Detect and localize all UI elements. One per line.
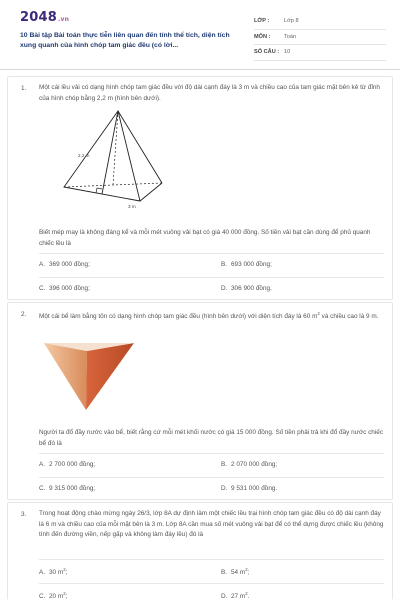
question-number: 1. — [21, 85, 27, 92]
option-letter: D. — [221, 285, 228, 292]
option-b[interactable] — [221, 461, 277, 468]
option-value: 27 m — [231, 593, 246, 601]
option-a[interactable] — [39, 567, 67, 576]
option-letter: D. — [221, 485, 228, 492]
meta-value: 10 — [284, 49, 291, 56]
base-edge-label: 3 m — [128, 204, 136, 209]
option-letter: A. — [39, 461, 46, 468]
option-b[interactable] — [221, 261, 272, 268]
question-text-a: Một cái bể làm bằng tôn có dạng hình chóp tam giác đều (hình bên dưới) với diện tích đáy là 60 — [39, 313, 311, 321]
area-unit: m — [312, 313, 318, 321]
site-logo[interactable] — [20, 10, 69, 25]
question-card-1 — [7, 76, 393, 300]
option-end: . — [247, 593, 250, 601]
option-text: 369 000 đồng; — [49, 261, 90, 268]
option-text: 2 070 000 đồng; — [231, 461, 278, 468]
option-value: 20 m — [49, 593, 64, 601]
option-c[interactable] — [39, 285, 90, 292]
option-d[interactable] — [221, 485, 277, 492]
option-exponent: 2 — [245, 591, 248, 596]
option-c[interactable] — [39, 591, 67, 600]
option-text: 693 000 đồng; — [231, 261, 272, 268]
option-value: 30 m — [49, 569, 64, 577]
document-title: 10 Bài tập Bài toán thực tiễn liên quan đến tính thể tích, diện tích xung quanh của hình chóp tam giác đều (có lời... — [20, 32, 230, 49]
tank-pyramid-figure — [42, 340, 136, 412]
logo-main-text: 2048 — [20, 10, 57, 25]
option-d[interactable] — [221, 285, 272, 292]
meta-key: MÔN : — [254, 33, 271, 40]
option-text: 9 531 000 đồng. — [231, 485, 278, 492]
option-letter: A. — [39, 569, 46, 577]
option-letter: C. — [39, 593, 46, 601]
question-number: 2. — [21, 311, 27, 318]
meta-table — [254, 14, 386, 61]
option-letter: A. — [39, 261, 46, 268]
slant-height-label: 2,2 m — [78, 153, 90, 158]
logo-suffix-text: .vn — [57, 16, 70, 23]
question-text — [39, 309, 384, 323]
option-text: 306 900 đồng. — [231, 285, 272, 292]
question-card-3 — [7, 502, 393, 600]
option-c[interactable] — [39, 485, 95, 492]
option-exponent: 2 — [63, 567, 66, 572]
options-row — [39, 583, 384, 607]
area-unit-exponent: 2 — [317, 311, 320, 316]
meta-row-count — [254, 45, 386, 61]
options-row — [39, 559, 384, 583]
option-letter: B. — [221, 461, 228, 468]
option-text: 9 315 000 đồng; — [49, 485, 96, 492]
option-text: 2 700 000 đồng; — [49, 461, 96, 468]
question-text-continued: Người ta đổ đầy nước vào bể, biết rằng cứ mỗi mét khối nước có giá 15 000 đồng. Số tiền phải trả khi đổ đầy nước chiếc bể đó là — [39, 429, 384, 447]
option-letter: B. — [221, 569, 228, 577]
question-text: Một cái lều vải có dạng hình chóp tam giác đều với độ dài cạnh đáy là 3 m và chiều cao của tam giác mặt bên kẻ từ đỉnh của hình chóp bằng 2,2 m (hình bên dưới). — [39, 84, 380, 102]
option-a[interactable] — [39, 261, 90, 268]
options-row — [39, 453, 384, 477]
option-b[interactable] — [221, 567, 249, 576]
option-text: 396 000 đồng; — [49, 285, 90, 292]
meta-row-subject — [254, 30, 386, 46]
question-text-b: và chiều cao là 9 m. — [319, 313, 379, 321]
question-text: Trong hoạt động chào mừng ngày 26/3, lớp 8A dự định làm một chiếc lều trại hình chóp tam giác đều có độ dài cạnh đáy là 6 m và chiều cao của mỗi mặt bên là 3 m. Lớp 8A cần mua số mét vuông vải bạt để có thể dựng được chiếc lều (không tính đến đường viền, nếp gấp và không làm đáy lều) đó là — [39, 510, 384, 538]
meta-value: Toán — [284, 33, 297, 40]
option-letter: D. — [221, 593, 228, 601]
meta-key: SỐ CÂU : — [254, 49, 280, 56]
options-row — [39, 253, 384, 277]
option-letter: B. — [221, 261, 228, 268]
options-row — [39, 277, 384, 301]
question-card-2 — [7, 302, 393, 500]
document-header — [0, 0, 400, 70]
tent-pyramid-figure — [58, 109, 166, 209]
option-letter: C. — [39, 285, 46, 292]
meta-key: LỚP : — [254, 18, 270, 25]
option-a[interactable] — [39, 461, 95, 468]
option-end: ; — [65, 569, 68, 577]
option-d[interactable] — [221, 591, 249, 600]
meta-value: Lớp 8 — [284, 18, 299, 25]
meta-row-grade — [254, 14, 386, 30]
option-end: ; — [247, 569, 250, 577]
question-number: 3. — [21, 511, 27, 518]
option-exponent: 2 — [245, 567, 248, 572]
option-end: ; — [65, 593, 68, 601]
options-row — [39, 477, 384, 501]
question-text-continued: Biết mép may là không đáng kể và mỗi mét vuông vải bạt có giá 40 000 đồng. Số tiền vải bạt cần dùng để phủ quanh chiếc lều là — [39, 229, 371, 247]
option-letter: C. — [39, 485, 46, 492]
option-value: 54 m — [231, 569, 246, 577]
option-exponent: 2 — [63, 591, 66, 596]
